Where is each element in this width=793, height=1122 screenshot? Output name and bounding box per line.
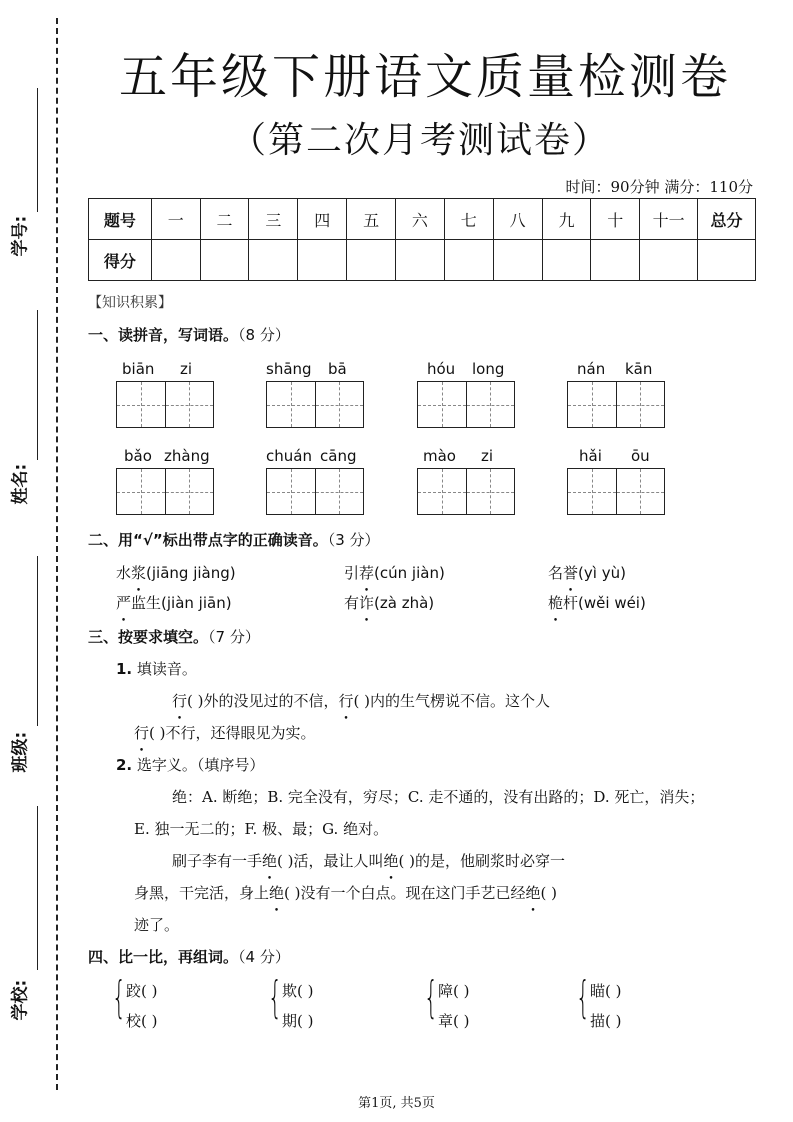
score-input-cell[interactable]: [493, 240, 542, 281]
tianzi-grid[interactable]: [266, 381, 364, 428]
side-field-label: 姓名:: [10, 463, 31, 505]
item-text: 杆: [563, 594, 579, 612]
pinyin-text: [417, 447, 517, 465]
score-input-cell[interactable]: [249, 240, 298, 281]
score-input-cell[interactable]: [396, 240, 445, 281]
question-points: （7 分）: [208, 628, 260, 646]
pinyin-syllable: long: [472, 360, 505, 378]
score-header-cell: 总分: [698, 199, 756, 240]
score-header-row: [89, 199, 756, 240]
dotted-char: 荐: [359, 564, 375, 582]
pinyin-syllable: bǎo: [124, 447, 152, 465]
side-field-line: [37, 310, 38, 460]
subquestion-text: 填读音。: [136, 660, 197, 678]
dotted-char: 浆: [131, 564, 147, 582]
grid-cell[interactable]: [267, 469, 315, 514]
paragraph-end: 迹了。: [134, 916, 180, 934]
question-title-text: 二、用“√”标出带点字的正确读音。: [88, 531, 328, 549]
side-field-label: 学校:: [10, 979, 31, 1021]
score-input-cell[interactable]: [698, 240, 756, 281]
line-text: ( )不行，还得眼见为实。: [149, 724, 316, 742]
grid-cell[interactable]: [165, 469, 213, 514]
question-points: （8 分）: [238, 326, 290, 344]
compare-word[interactable]: 章( ): [438, 1012, 470, 1030]
fill-line[interactable]: [172, 690, 550, 711]
brace-icon: {: [424, 972, 438, 1023]
pinyin-options: (yì yù): [578, 564, 626, 582]
pinyin-text: [266, 447, 366, 465]
pinyin-text: [116, 360, 216, 378]
question-title-text: 四、比一比，再组词。: [88, 948, 239, 966]
pinyin-text: [567, 360, 667, 378]
pinyin-syllable: ōu: [631, 447, 650, 465]
tianzi-grid[interactable]: [116, 468, 214, 515]
grid-cell[interactable]: [616, 469, 664, 514]
item-text: 引: [344, 564, 360, 582]
score-header-cell: 三: [249, 199, 298, 240]
grid-cell[interactable]: [315, 382, 363, 427]
question-points: （3 分）: [327, 531, 380, 549]
grid-cell[interactable]: [568, 382, 616, 427]
pinyin-text: [567, 447, 667, 465]
brace-icon: {: [576, 972, 590, 1023]
pinyin-text: [417, 360, 517, 378]
grid-cell[interactable]: [117, 469, 165, 514]
dotted-char: 行: [338, 692, 354, 710]
pinyin-syllable: hǎi: [579, 447, 602, 465]
pinyin-syllable: hóu: [427, 360, 456, 378]
side-field-label: 班级:: [10, 731, 31, 773]
tianzi-grid[interactable]: [567, 381, 665, 428]
score-header-cell: 七: [444, 199, 493, 240]
dotted-char: 行: [172, 692, 188, 710]
fill-line[interactable]: [134, 722, 316, 743]
item-text: 名: [548, 564, 564, 582]
item-text: 监生: [131, 594, 162, 612]
line-text: ( ): [540, 884, 558, 902]
score-header-cell: 二: [200, 199, 249, 240]
pinyin-syllable: nán: [577, 360, 606, 378]
subquestion-2: [116, 754, 264, 775]
pronunciation-item[interactable]: [548, 592, 646, 613]
grid-cell[interactable]: [466, 469, 514, 514]
score-input-cell[interactable]: [298, 240, 347, 281]
pinyin-options: (cún jiàn): [374, 564, 445, 582]
score-value-row: [89, 240, 756, 281]
grid-cell[interactable]: [418, 382, 466, 427]
question-4-title: [88, 946, 290, 967]
grid-cell[interactable]: [418, 469, 466, 514]
score-input-cell[interactable]: [591, 240, 640, 281]
dotted-char: 严: [116, 594, 132, 612]
dotted-char: 诈: [359, 594, 375, 612]
pinyin-text: [266, 360, 366, 378]
grid-cell[interactable]: [568, 469, 616, 514]
item-text: 有: [344, 594, 360, 612]
grid-cell[interactable]: [117, 382, 165, 427]
compare-word[interactable]: 期( ): [282, 1012, 314, 1030]
pinyin-syllable: mào: [423, 447, 456, 465]
line-text: ( )外的没见过的不信，: [187, 692, 339, 710]
definition-line: 绝：A. 断绝；B. 完全没有，穷尽；C. 走不通的，没有出路的；D. 死亡，消失；: [172, 788, 705, 806]
pronunciation-item[interactable]: [344, 592, 434, 613]
score-header-cell: 十: [591, 199, 640, 240]
question-3-title: [88, 626, 260, 647]
fill-line[interactable]: [134, 882, 557, 903]
pinyin-syllable: kān: [625, 360, 653, 378]
tianzi-grid[interactable]: [417, 381, 515, 428]
pronunciation-item[interactable]: [116, 592, 232, 613]
binding-dashed-line: [56, 18, 58, 1090]
pinyin-syllable: zhàng: [164, 447, 210, 465]
dotted-char: 绝: [262, 852, 278, 870]
dotted-char: 誉: [563, 564, 579, 582]
question-1-title: [88, 324, 290, 345]
score-input-cell[interactable]: [200, 240, 249, 281]
question-title-text: 三、按要求填空。: [88, 628, 209, 646]
side-field-line: [37, 88, 38, 212]
question-points: （4 分）: [238, 948, 290, 966]
line-text: ( )的是，他刷浆时必穿一: [398, 852, 566, 870]
score-input-cell[interactable]: [347, 240, 396, 281]
score-input-cell[interactable]: [444, 240, 493, 281]
page-footer: 第1页, 共5页: [358, 1096, 435, 1111]
grid-cell[interactable]: [165, 382, 213, 427]
line-text: 刷子李有一手: [172, 852, 263, 870]
side-field-line: [37, 556, 38, 726]
dotted-char: 行: [134, 724, 150, 742]
score-header-cell: 一: [151, 199, 200, 240]
dotted-char: 绝: [525, 884, 541, 902]
section-tag: 【知识积累】: [88, 295, 172, 311]
compare-word[interactable]: 描( ): [590, 1012, 622, 1030]
score-header-cell: 四: [298, 199, 347, 240]
score-header-cell: 八: [493, 199, 542, 240]
compare-word[interactable]: 校( ): [126, 1012, 158, 1030]
score-table: [88, 198, 756, 281]
page-subtitle: （第二次月考测试卷）: [229, 120, 610, 161]
dotted-char: 绝: [269, 884, 285, 902]
pinyin-syllable: bā: [328, 360, 347, 378]
score-header-cell: 题号: [89, 199, 152, 240]
tianzi-grid[interactable]: [116, 381, 214, 428]
subquestion-1: [116, 658, 197, 679]
compare-word[interactable]: 欺( ): [282, 982, 314, 1000]
pinyin-options: (zà zhà): [374, 594, 435, 612]
tianzi-grid[interactable]: [567, 468, 665, 515]
pinyin-options: (jiàn jiān): [161, 594, 232, 612]
pinyin-syllable: shāng: [266, 360, 312, 378]
pronunciation-item[interactable]: [548, 562, 626, 583]
pinyin-options: (wěi wéi): [578, 594, 646, 612]
time-score-info: 时间：90分钟 满分：110分: [565, 178, 753, 196]
pronunciation-item[interactable]: [116, 562, 236, 583]
compare-word[interactable]: 瞄( ): [590, 982, 622, 1000]
pinyin-options: (jiāng jiàng): [146, 564, 236, 582]
score-input-cell[interactable]: [640, 240, 698, 281]
brace-icon: {: [112, 972, 126, 1023]
score-input-cell[interactable]: [151, 240, 200, 281]
compare-word[interactable]: 障( ): [438, 982, 470, 1000]
pinyin-syllable: zi: [481, 447, 494, 465]
pinyin-text: [116, 447, 216, 465]
line-text: ( )活，最让人叫: [277, 852, 384, 870]
score-header-cell: 六: [396, 199, 445, 240]
pronunciation-item[interactable]: [344, 562, 445, 583]
score-input-cell[interactable]: [542, 240, 591, 281]
pinyin-syllable: biān: [122, 360, 155, 378]
line-text: ( )没有一个白点。现在这门手艺已经: [284, 884, 526, 902]
fill-line[interactable]: [172, 850, 565, 871]
side-field-line: [37, 806, 38, 970]
question-2-title: [88, 529, 380, 550]
line-text: ( )内的生气楞说不信。这个人: [353, 692, 550, 710]
side-field-label: 学号:: [10, 215, 31, 257]
grid-cell[interactable]: [616, 382, 664, 427]
score-header-cell: 五: [347, 199, 396, 240]
pinyin-syllable: chuán: [266, 447, 312, 465]
pinyin-syllable: zi: [180, 360, 193, 378]
tianzi-grid[interactable]: [417, 468, 515, 515]
dotted-char: 桅: [548, 594, 564, 612]
score-row-label: 得分: [89, 240, 152, 281]
question-title-text: 一、读拼音，写词语。: [88, 326, 239, 344]
grid-cell[interactable]: [267, 382, 315, 427]
item-text: 水: [116, 564, 132, 582]
compare-word[interactable]: 跤( ): [126, 982, 158, 1000]
score-header-cell: 九: [542, 199, 591, 240]
page-title: 五年级下册语文质量检测卷: [118, 49, 731, 105]
grid-cell[interactable]: [466, 382, 514, 427]
grid-cell[interactable]: [315, 469, 363, 514]
tianzi-grid[interactable]: [266, 468, 364, 515]
brace-icon: {: [268, 972, 282, 1023]
definition-line: E. 独一无二的；F. 极、最；G. 绝对。: [134, 820, 389, 838]
score-header-cell: 十一: [640, 199, 698, 240]
pinyin-syllable: cāng: [320, 447, 357, 465]
dotted-char: 绝: [383, 852, 399, 870]
subquestion-number: 1.: [116, 660, 133, 678]
subquestion-text: 选字义。（填序号）: [136, 756, 265, 774]
subquestion-number: 2.: [116, 756, 133, 774]
line-text: 身黑，干完活，身上: [134, 884, 270, 902]
